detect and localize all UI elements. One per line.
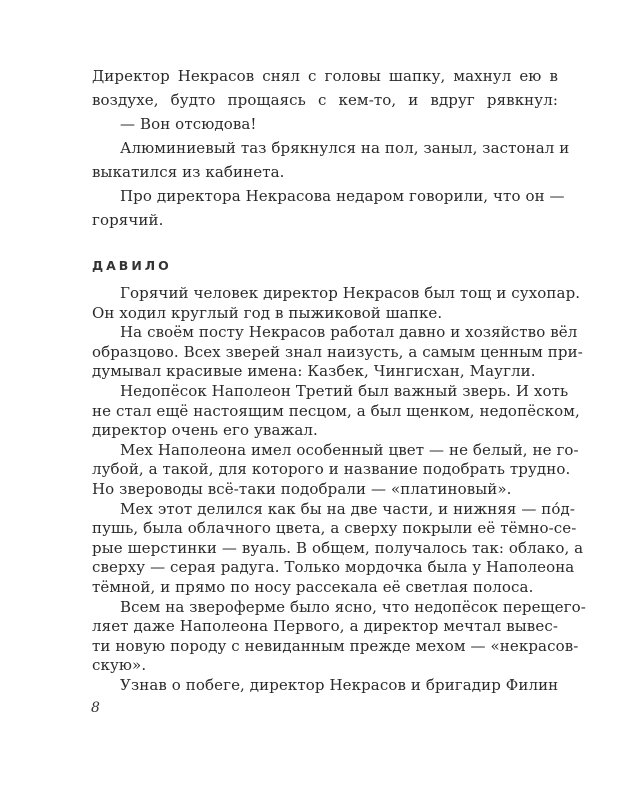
text-line: скую». — [92, 656, 147, 674]
text-line: горячий. — [92, 211, 164, 229]
text-line: Мех этот делился как бы на две части, и нижняя — по́д- — [120, 500, 576, 518]
text-line: Всем на звероферме было ясно, что недопёсок перещего- — [120, 598, 586, 616]
text-line: тёмной, и прямо по носу рассекала её светлая полоса. — [92, 578, 534, 596]
text-line: — Вон отсюдова! — [120, 115, 257, 133]
text-line: Директор Некрасов снял с головы шапку, махнул ею в — [92, 67, 558, 85]
text-line: На своём посту Некрасов работал давно и хозяйство вёл — [120, 323, 578, 341]
text-line: ляет даже Наполеона Первого, а директор мечтал вывес- — [92, 617, 558, 635]
text-line: Про директора Некрасова недаром говорили, что он — — [120, 187, 565, 205]
text-line: выкатился из кабинета. — [92, 163, 285, 181]
text-line: воздухе, будто прощаясь с кем-то, и вдруг рявкнул: — [92, 91, 558, 109]
text-line: Он ходил круглый год в пыжиковой шапке. — [92, 304, 443, 322]
text-line: Мех Наполеона имел особенный цвет — не белый, не го- — [120, 441, 579, 459]
text-line: Но звероводы всё-таки подобрали — «платиновый». — [92, 480, 512, 498]
text-line: сверху — серая радуга. Только мордочка была у Наполеона — [92, 558, 575, 576]
text-line: рые шерстинки — вуаль. В общем, получалось так: облако, а — [92, 539, 584, 557]
text-line: думывал красивые имена: Казбек, Чингисхан, Маугли. — [92, 362, 536, 380]
text-line: ти новую породу с невиданным прежде мехом — «некрасов- — [92, 637, 579, 655]
text-line: пушь, была облачного цвета, а сверху покрыли её тёмно-се- — [92, 519, 577, 537]
text-line: Алюминиевый таз брякнулся на пол, заныл, застонал и — [120, 139, 570, 157]
text-line: лубой, а такой, для которого и название подобрать трудно. — [92, 460, 571, 478]
section-heading: ДАВИЛО — [92, 258, 172, 273]
text-line: не стал ещё настоящим песцом, а был щенком, недопёском, — [92, 402, 580, 420]
text-line: Горячий человек директор Некрасов был тощ и сухопар. — [120, 284, 581, 302]
text-line: директор очень его уважал. — [92, 421, 318, 439]
text-line: образцово. Всех зверей знал наизусть, а самым ценным при- — [92, 343, 583, 361]
text-line: Недопёсок Наполеон Третий был важный зверь. И хоть — [120, 382, 569, 400]
page-number: 8 — [91, 700, 100, 716]
text-line: Узнав о побеге, директор Некрасов и бригадир Филин — [120, 676, 559, 694]
